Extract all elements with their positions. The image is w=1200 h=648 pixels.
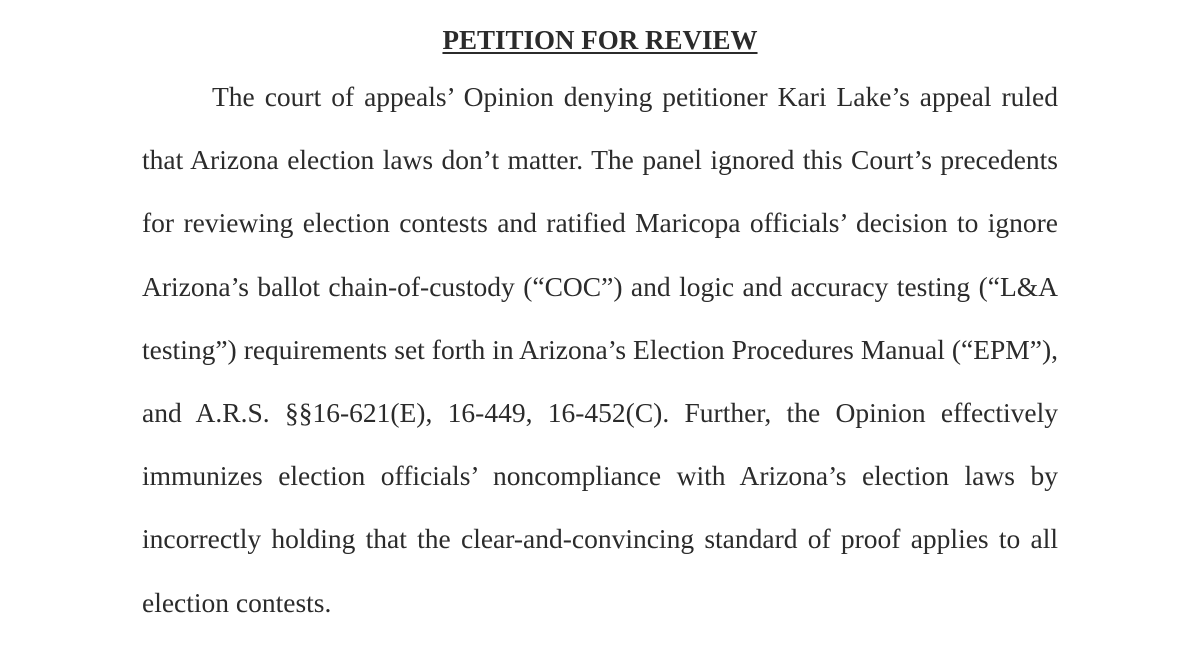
- paragraph-line: and A.R.S. §§16-621(E), 16-449, 16-452(C). Further, the Opinion effectively: [142, 396, 1058, 428]
- heading-text: PETITION FOR REVIEW: [442, 25, 758, 55]
- paragraph-line: immunizes election officials’ noncompliance with Arizona’s election laws by: [142, 460, 1058, 492]
- paragraph-line: Arizona’s ballot chain-of-custody (“COC”) and logic and accuracy testing (“L&A: [142, 270, 1058, 302]
- paragraph-line: election contests.: [142, 586, 332, 618]
- paragraph-line: incorrectly holding that the clear-and-convincing standard of proof applies to all: [142, 523, 1058, 555]
- paragraph: [142, 79, 1058, 648]
- paragraph-line: testing”) requirements set forth in Arizona’s Election Procedures Manual (“EPM”),: [142, 333, 1058, 365]
- document-heading: [0, 22, 1200, 58]
- paragraph-line: that Arizona election laws don’t matter. The panel ignored this Court’s precedents: [142, 144, 1058, 176]
- paragraph-line: The court of appeals’ Opinion denying petitioner Kari Lake’s appeal ruled: [212, 81, 1058, 112]
- paragraph-line: for reviewing election contests and ratified Maricopa officials’ decision to ignore: [142, 207, 1058, 239]
